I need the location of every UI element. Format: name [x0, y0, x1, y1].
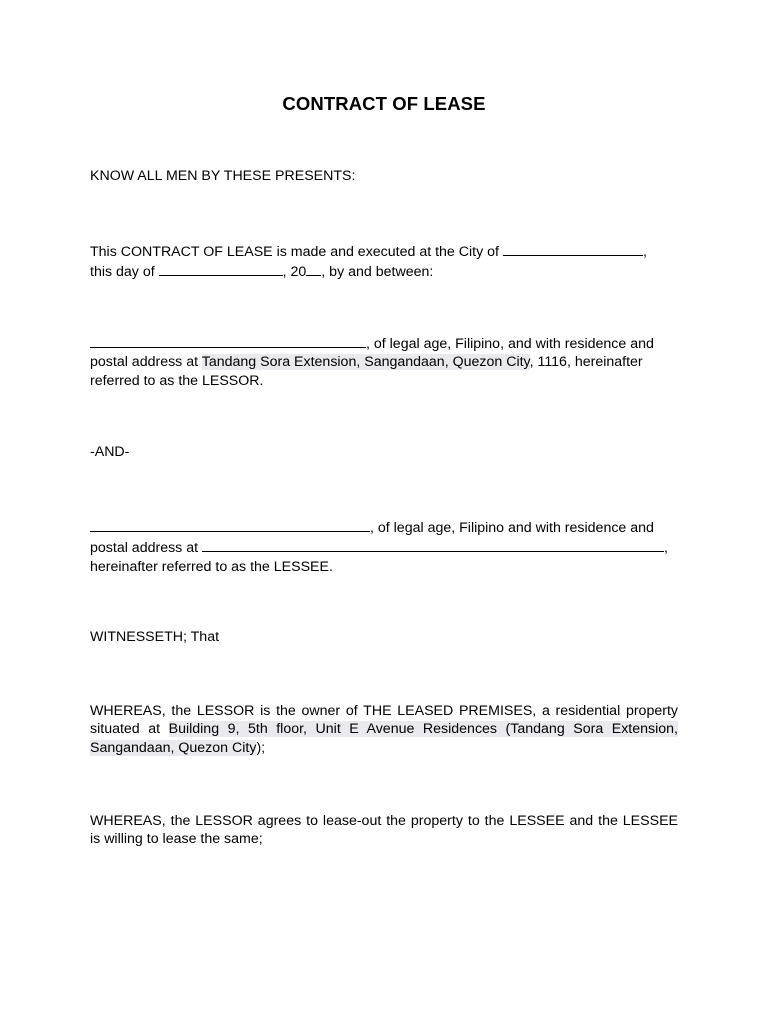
and-separator: -AND- — [90, 444, 130, 460]
lessee-paragraph — [90, 517, 678, 576]
lessee-line-2: postal address at , — [90, 537, 678, 557]
lessor-line-1: , of legal age, Filipino, and with residence and — [90, 333, 678, 353]
lessor-address-highlight: Tandang Sora Extension, Sangandaan, Quezon City — [201, 354, 530, 371]
whereas-1-paragraph: WHEREAS, the LESSOR is the owner of THE LEASED PREMISES, a residential property situated at Building 9, 5th floor, Unit E Avenue Residences (Tandang Sora Extension, Sangandaan, Quezon City); — [90, 703, 678, 756]
lessor-line-2: postal address at Tandang Sora Extension, Sangandaan, Quezon City, 1116, hereinafter — [90, 354, 643, 371]
day-blank — [159, 261, 283, 276]
year-blank — [306, 261, 321, 276]
know-all-paragraph: KNOW ALL MEN BY THESE PRESENTS: — [90, 168, 356, 184]
city-blank — [503, 241, 643, 256]
whereas-2-paragraph: WHEREAS, the LESSOR agrees to lease-out the property to the LESSEE and the LESSEE is willing to lease the same; — [90, 813, 678, 848]
intro-line-2: this day of , 20 , by and between: — [90, 261, 678, 281]
intro-paragraph — [90, 241, 678, 282]
lessee-address-blank — [202, 537, 664, 552]
property-address-highlight: Building 9, 5th floor, Unit E Avenue Residences (Tandang Sora Extension, Sangandaan, Quezon City — [90, 721, 678, 756]
lessee-name-blank — [90, 517, 370, 532]
lessee-line-1: , of legal age, Filipino and with residence and — [90, 517, 678, 537]
lessor-paragraph — [90, 333, 678, 390]
lessee-line-3: hereinafter referred to as the LESSEE. — [90, 558, 333, 575]
document-title: CONTRACT OF LEASE — [282, 93, 486, 114]
lessor-line-3: referred to as the LESSOR. — [90, 372, 264, 389]
lessor-name-blank — [90, 333, 366, 348]
witnesseth-paragraph: WITNESSETH; That — [90, 629, 220, 645]
intro-line-1: This CONTRACT OF LEASE is made and executed at the City of , — [90, 241, 678, 261]
